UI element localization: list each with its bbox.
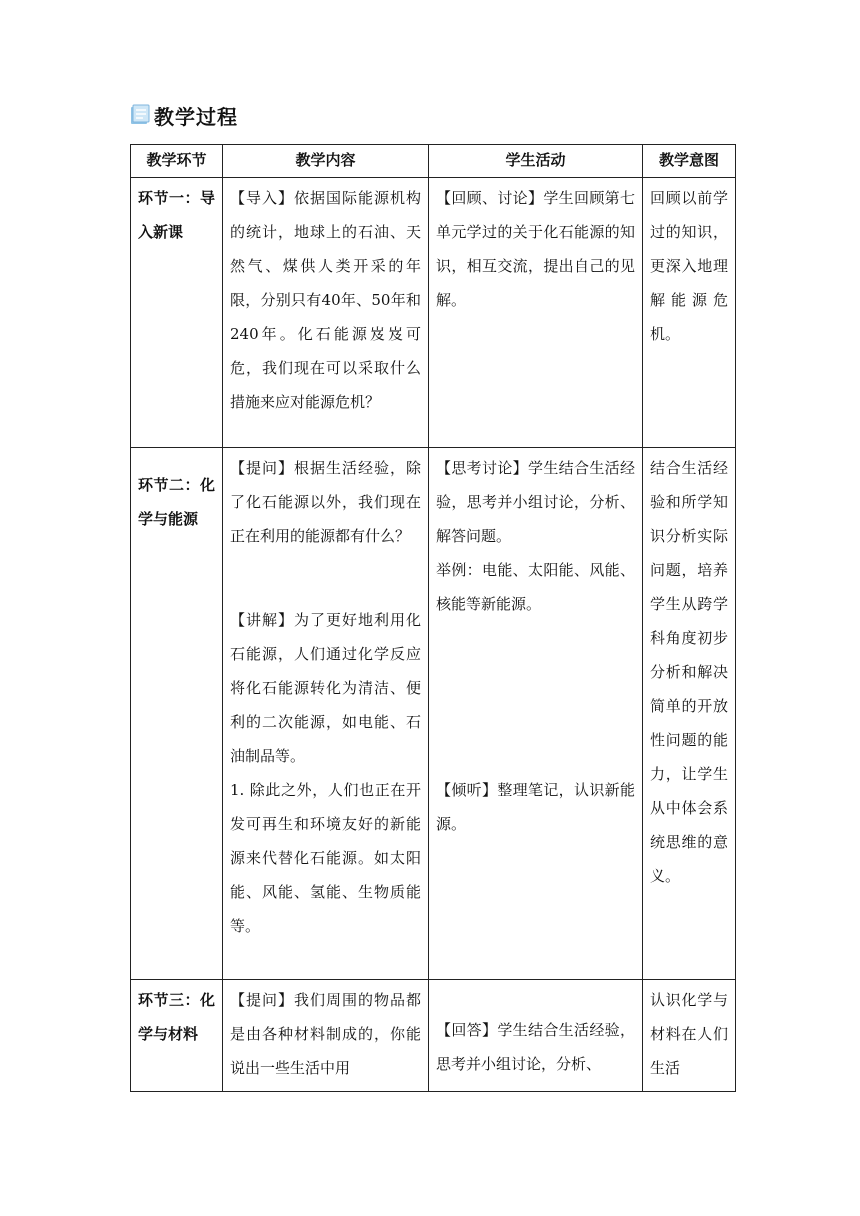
content-paragraph: 【讲解】为了更好地利用化石能源，人们通过化学反应将化石能源转化为清洁、便利的二次能源，如电能、石油制品等。	[230, 611, 421, 765]
activity-paragraph: 【回答】学生结合生活经验，思考并小组讨论，分析、	[436, 1021, 635, 1073]
section-title: 教学过程	[154, 104, 238, 129]
stage-label: 环节二：化学与能源	[138, 476, 215, 528]
content-cell	[223, 178, 429, 448]
intent-cell	[643, 178, 736, 448]
content-paragraph: 【提问】根据生活经验，除了化石能源以外，我们现在正在利用的能源都有什么？	[230, 459, 421, 545]
intent-paragraph: 认识化学与材料在人们生活	[650, 991, 728, 1077]
book-icon	[130, 104, 150, 126]
content-cell	[223, 448, 429, 980]
header-activity: 学生活动	[429, 145, 643, 178]
content-cell	[223, 980, 429, 1092]
content-paragraph: 【提问】我们周围的物品都是由各种材料制成的，你能说出一些生活中用	[230, 991, 421, 1077]
table-row	[131, 448, 736, 980]
activity-cell	[429, 178, 643, 448]
content-paragraph: 【导入】依据国际能源机构的统计，地球上的石油、天然气、煤供人类开采的年限，分别只有40年、50年和240年。化石能源岌岌可危，我们现在可以采取什么措施来应对能源危机？	[230, 189, 421, 411]
table-header-row	[131, 145, 736, 178]
section-heading	[130, 100, 238, 130]
table-row	[131, 178, 736, 448]
intent-paragraph: 结合生活经验和所学知识分析实际问题，培养学生从跨学科角度初步分析和解决简单的开放性问题的能力，让学生从中体会系统思维的意义。	[650, 459, 728, 885]
intent-paragraph: 回顾以前学过的知识，更深入地理解能源危机。	[650, 189, 728, 343]
intent-cell	[643, 448, 736, 980]
activity-paragraph: 【思考讨论】学生结合生活经验，思考并小组讨论，分析、解答问题。	[436, 459, 635, 545]
activity-cell	[429, 980, 643, 1092]
content-paragraph: 1. 除此之外，人们也正在开发可再生和环境友好的新能源来代替化石能源。如太阳能、风能、氢能、生物质能等。	[230, 781, 421, 935]
stage-cell: 环节三：化学与材料	[131, 980, 223, 1092]
header-content: 教学内容	[223, 145, 429, 178]
activity-paragraph: 【回顾、讨论】学生回顾第七单元学过的关于化石能源的知识，相互交流，提出自己的见解。	[436, 189, 635, 309]
activity-paragraph: 举例：电能、太阳能、风能、核能等新能源。	[436, 561, 635, 613]
header-stage: 教学环节	[131, 145, 223, 178]
header-intent: 教学意图	[643, 145, 736, 178]
activity-paragraph: 【倾听】整理笔记，认识新能源。	[436, 781, 635, 833]
table-row	[131, 980, 736, 1092]
teaching-process-table	[130, 144, 736, 1092]
stage-cell	[131, 448, 223, 980]
activity-cell	[429, 448, 643, 980]
intent-cell	[643, 980, 736, 1092]
stage-cell: 环节一：导入新课	[131, 178, 223, 448]
